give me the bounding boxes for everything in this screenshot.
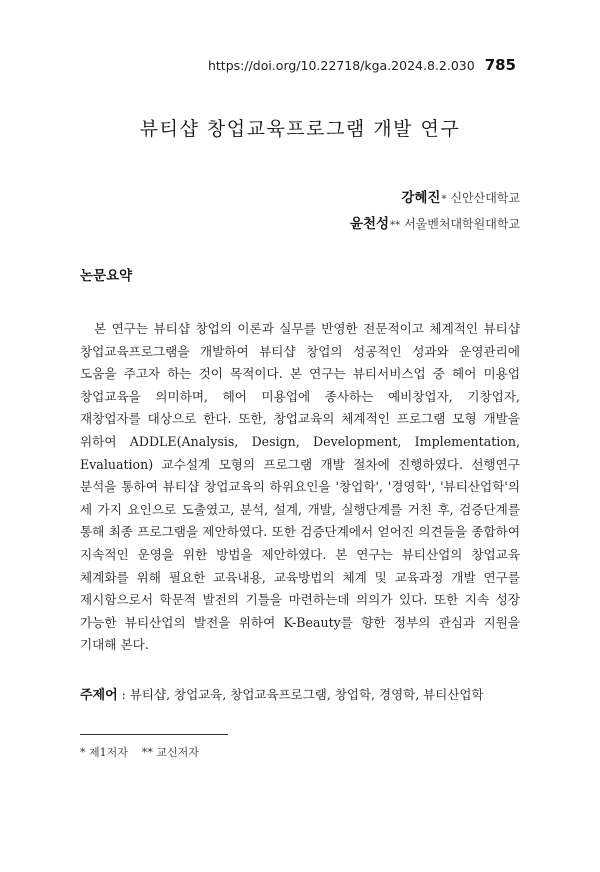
doi-link[interactable]: https://doi.org/10.22718/kga.2024.8.2.030: [207, 58, 475, 73]
author-affiliation: 서울벤처대학원대학교: [404, 217, 520, 231]
keywords-label: 주제어: [80, 688, 118, 703]
author-mark: **: [390, 220, 401, 231]
abstract-body: 본 연구는 뷰티샵 창업의 이론과 실무를 반영한 전문적이고 체계적인 뷰티샵 창업교육프로그램을 개발하여 뷰티샵 창업의 성공적인 성과와 운영관리에 도움을 주고자 하는 것이 목적이다. 본 연구는 뷰티서비스업 중 헤어 미용업 창업교육을 의미하며, 헤어 미용업에 종사하는 예비창업자, 기창업자, 재창업자를 대상으로 한다. 또한, 창업교육의 체계적인 프로그램 모형 개발을 위하여 ADDLE(Analysis, Design, Development, Implementation, Evaluation) 교수설계 모형의 프로그램 개발 절차에 진행하였다. 선행연구 분석을 통하여 뷰티샵 창업교육의 하위요인을 '창업학', '경영학', '뷰티산업학'의 세 가지 요인으로 도출였고, 분석, 설계, 개발, 실행단계를 거친 후, 검증단계를 통해 최종 프로그램을 제안하였다. 또한 검증단계에서 얻어진 의견들을 종합하여 지속적인 운영을 위한 방법을 제안하였다. 본 연구는 뷰티산업의 창업교육 체계화를 위해 필요한 교육내용, 교육방법의 체계 및 교육과정 개발 연구를 제시함으로서 학문적 발전의 기틀을 마련하는데 의의가 있다. 또한 지속 성장 가능한 뷰티산업의 발전을 위하여 K-Beauty를 향한 정부의 관심과 지원을 기대해 본다.: [80, 321, 520, 653]
author-first: [350, 186, 520, 212]
author-name: 강혜진: [401, 190, 441, 206]
keywords-separator: :: [117, 687, 130, 702]
page-number: 785: [484, 56, 516, 74]
footnote-corresponding-author: ** 교신저자: [141, 746, 199, 759]
footnotes: [80, 744, 199, 760]
author-affiliation: 신안산대학교: [450, 191, 520, 205]
author-name: 윤천성: [349, 216, 390, 232]
footnote-divider: [80, 734, 228, 735]
page-header: [208, 56, 516, 74]
paper-title: 뷰티샵 창업교육프로그램 개발 연구: [139, 118, 461, 140]
author-block: [350, 186, 520, 238]
keywords-list: 뷰티샵, 창업교육, 창업교육프로그램, 창업학, 경영학, 뷰티산업학: [129, 687, 484, 702]
author-mark: *: [441, 194, 447, 205]
footnote-first-author: * 제1저자: [80, 746, 128, 759]
abstract-heading: 논문요약: [80, 268, 133, 284]
keywords-line: [80, 684, 520, 703]
author-second: [350, 212, 520, 238]
